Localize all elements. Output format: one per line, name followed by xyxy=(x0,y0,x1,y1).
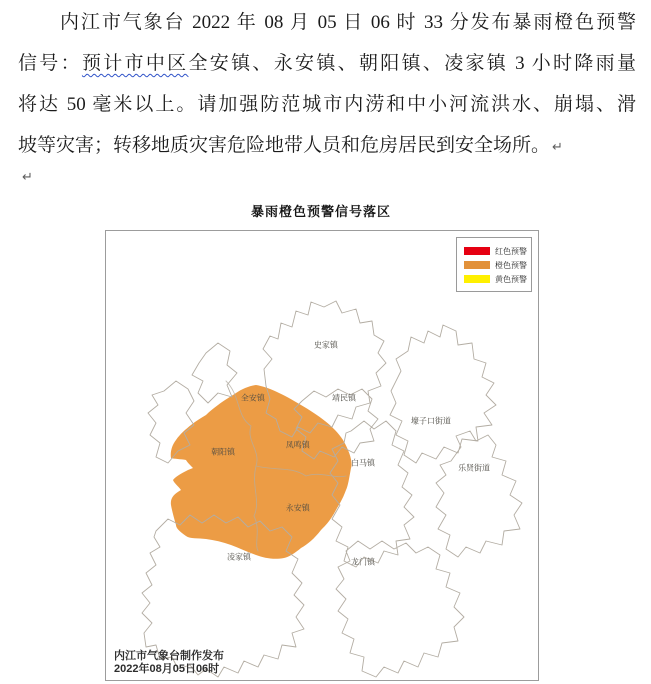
legend-item xyxy=(464,245,526,257)
map-legend xyxy=(456,237,532,292)
town-label: 凤鸣镇 xyxy=(285,440,310,450)
town-label: 史家镇 xyxy=(313,340,338,350)
town-label: 凌家镇 xyxy=(227,552,252,562)
attribution-datetime: 2022年08月05日06时 xyxy=(114,663,220,675)
map-attribution xyxy=(114,650,224,676)
legend-color-swatch xyxy=(464,275,490,283)
legend-color-swatch xyxy=(464,247,490,255)
text-line: 内江市气象台 2022 年 08 月 05 日 06 时 33 分发布暴雨橙色预警 xyxy=(60,12,636,33)
warning-paragraph xyxy=(18,2,636,166)
district-map-svg xyxy=(106,231,538,680)
map-title: 暴雨橙色预警信号落区 xyxy=(250,204,391,219)
town-label: 全安镇 xyxy=(240,393,265,403)
warning-area-map xyxy=(105,230,539,681)
town-label: 壕子口街道 xyxy=(410,416,451,426)
town-label: 龙门镇 xyxy=(351,557,376,567)
text-line: 坡等灾害；转移地质灾害危险地带人员和危房居民到安全场所。 ↵ xyxy=(18,135,563,156)
spellcheck-wavy-text: 预计市中区 xyxy=(81,53,189,74)
legend-label: 橙色预警 xyxy=(495,260,527,270)
town-label: 靖民镇 xyxy=(332,393,357,403)
legend-color-swatch xyxy=(464,261,490,269)
return-mark-icon: ↵ xyxy=(22,170,33,185)
legend-label: 红色预警 xyxy=(495,246,527,256)
town-label: 永安镇 xyxy=(285,503,310,513)
text-line: 将达 50 毫米以上。请加强防范城市内涝和中小河流洪水、崩塌、滑 xyxy=(18,94,636,115)
text-line: 信号：预计市中区全安镇、永安镇、朝阳镇、凌家镇 3 小时降雨量 xyxy=(18,53,636,74)
town-label: 乐贤街道 xyxy=(458,463,491,473)
attribution-publisher: 内江市气象台制作发布 xyxy=(114,650,224,662)
legend-item xyxy=(464,259,526,271)
legend-label: 黄色预警 xyxy=(495,274,527,284)
legend-item xyxy=(464,273,526,285)
return-mark-icon: ↵ xyxy=(552,140,563,155)
town-label: 朝阳镇 xyxy=(211,447,236,457)
town-label: 白马镇 xyxy=(351,458,376,468)
